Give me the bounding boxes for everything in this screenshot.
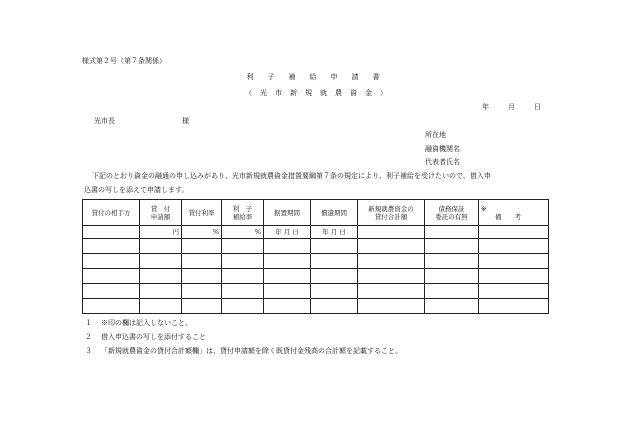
form-number: 様式第２号（第７条関係） <box>82 57 166 65</box>
cell[interactable] <box>479 239 549 254</box>
table-row <box>83 239 549 254</box>
cell[interactable] <box>358 269 425 284</box>
cell[interactable] <box>264 269 311 284</box>
addressee-honorific: 様 <box>182 117 189 125</box>
note-2-text: 借入申込書の写しを添付すること <box>101 333 206 341</box>
cell[interactable] <box>479 254 549 269</box>
cell-deferment-unit[interactable]: 年 月 日 <box>264 226 311 239</box>
date-day: 日 <box>534 103 541 111</box>
cell[interactable] <box>83 254 140 269</box>
cell[interactable] <box>182 269 222 284</box>
cell[interactable] <box>311 239 358 254</box>
cell[interactable] <box>479 299 549 314</box>
cell[interactable] <box>222 299 264 314</box>
cell[interactable] <box>425 284 479 299</box>
cell[interactable] <box>358 239 425 254</box>
cell[interactable] <box>264 239 311 254</box>
header-deferment: 据置期間 <box>264 200 311 226</box>
table-row <box>83 226 549 239</box>
cell[interactable] <box>425 269 479 284</box>
header-guarantee: 債務保証 委託の有無 <box>425 200 479 226</box>
applicant-address-label: 所在地 <box>425 131 446 139</box>
cell[interactable] <box>311 269 358 284</box>
cell[interactable] <box>83 284 140 299</box>
cell[interactable] <box>311 299 358 314</box>
cell[interactable] <box>264 254 311 269</box>
page-subtitle: （光市新規就農資金） <box>245 89 395 97</box>
cell[interactable] <box>358 284 425 299</box>
cell[interactable] <box>83 299 140 314</box>
cell[interactable] <box>311 254 358 269</box>
cell[interactable] <box>182 239 222 254</box>
cell[interactable] <box>83 269 140 284</box>
cell[interactable] <box>140 299 182 314</box>
header-subsidy-rate: 利 子 補給率 <box>222 200 264 226</box>
note-1-text: ※印の欄は記入しないこと。 <box>101 319 192 327</box>
body-text-line1: 下記のとおり資金の融通の申し込みがあり、光市新規就農資金措置要綱第７条の規定により、利子補給を受けたいので、借入申 <box>92 172 491 180</box>
cell-remarks[interactable] <box>479 226 549 239</box>
cell[interactable] <box>479 284 549 299</box>
cell-borrower[interactable] <box>83 226 140 239</box>
cell[interactable] <box>140 254 182 269</box>
cell[interactable] <box>479 269 549 284</box>
header-rate: 貸付利率 <box>182 200 222 226</box>
cell[interactable] <box>358 299 425 314</box>
cell-repayment-unit[interactable]: 年 月 日 <box>311 226 358 239</box>
table-row <box>83 254 549 269</box>
table-row <box>83 269 549 284</box>
cell[interactable] <box>222 269 264 284</box>
cell[interactable] <box>264 299 311 314</box>
body-text-line2: 込書の写しを添えて申請します。 <box>84 186 189 194</box>
cell-rate-unit[interactable]: % <box>182 226 222 239</box>
cell[interactable] <box>358 254 425 269</box>
cell[interactable] <box>140 284 182 299</box>
cell[interactable] <box>264 284 311 299</box>
note-1-num: １ <box>85 319 92 327</box>
cell[interactable] <box>140 239 182 254</box>
header-repayment: 償還期間 <box>311 200 358 226</box>
cell[interactable] <box>182 254 222 269</box>
table-row <box>83 299 549 314</box>
cell[interactable] <box>182 284 222 299</box>
cell[interactable] <box>140 269 182 284</box>
header-remarks: ※ 備 考 <box>479 200 549 226</box>
note-2-num: ２ <box>85 333 92 341</box>
loan-table <box>82 199 549 314</box>
applicant-institution-label: 融資機関名 <box>425 145 460 153</box>
applicant-representative-label: 代表者氏名 <box>425 158 460 166</box>
cell-total[interactable] <box>358 226 425 239</box>
cell[interactable] <box>311 284 358 299</box>
cell[interactable] <box>83 239 140 254</box>
cell-amount-unit[interactable]: 円 <box>140 226 182 239</box>
note-3-text: 「新規就農資金の貸付合計額欄」は、貸付申請額を除く既貸付金残高の合計額を記載すること。 <box>101 347 402 355</box>
cell[interactable] <box>222 254 264 269</box>
header-borrower: 貸付の相手方 <box>83 200 140 226</box>
date-year: 年 <box>482 103 489 111</box>
header-total: 新規就農資金の 貸付合計額 <box>358 200 425 226</box>
table-header-row <box>83 200 549 226</box>
page-title: 利子補給申請書 <box>246 73 394 81</box>
cell[interactable] <box>222 239 264 254</box>
cell-guarantee[interactable] <box>425 226 479 239</box>
cell[interactable] <box>425 254 479 269</box>
cell[interactable] <box>425 239 479 254</box>
cell[interactable] <box>425 299 479 314</box>
addressee-name: 光市長 <box>94 117 115 125</box>
cell-subsidy-unit[interactable]: % <box>222 226 264 239</box>
header-loan-amount: 貸 付 申請額 <box>140 200 182 226</box>
date-month: 月 <box>508 103 515 111</box>
cell[interactable] <box>182 299 222 314</box>
note-3-num: ３ <box>85 347 92 355</box>
cell[interactable] <box>222 284 264 299</box>
table-row <box>83 284 549 299</box>
